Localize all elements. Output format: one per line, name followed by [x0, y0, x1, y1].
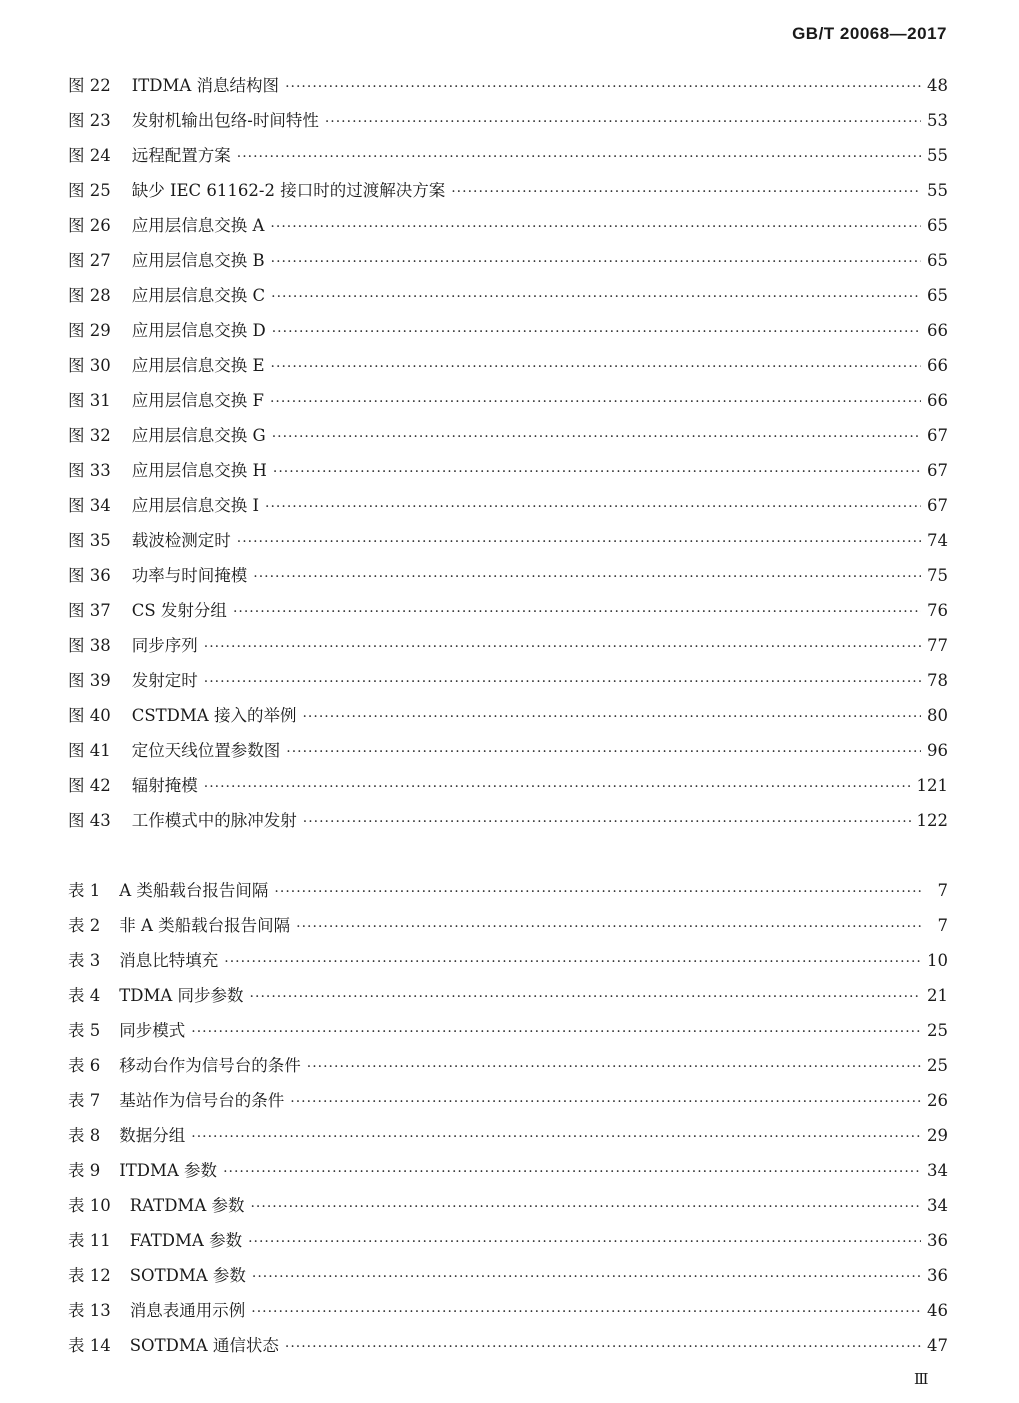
figure-entry-number: 图 27: [68, 251, 111, 270]
table-entry-number: 表 1: [68, 881, 101, 900]
page-number: Ⅲ: [914, 1370, 929, 1388]
table-entry-title: A 类船载台报告间隔: [119, 881, 269, 900]
figure-entry[interactable]: [68, 387, 948, 422]
figure-entry-number: 图 22: [68, 76, 111, 95]
table-entry[interactable]: [68, 1192, 948, 1227]
figure-entry-title: 应用层信息交换 I: [131, 496, 260, 515]
figure-entry-page: 66: [927, 321, 948, 340]
table-entry-page: 7: [937, 916, 948, 935]
figure-entry-number: 图 31: [68, 391, 111, 410]
figure-entry[interactable]: [68, 212, 948, 247]
dot-leader: [285, 79, 921, 95]
figure-entry[interactable]: [68, 107, 948, 142]
dot-leader: [296, 919, 924, 935]
figure-entry-title: 应用层信息交换 E: [131, 356, 265, 375]
dot-leader: [237, 534, 921, 550]
table-entry-title: 基站作为信号台的条件: [119, 1091, 285, 1110]
figure-entry[interactable]: [68, 282, 948, 317]
dot-leader: [273, 464, 921, 480]
table-entry-page: 36: [927, 1231, 948, 1250]
table-entry-page: 34: [927, 1161, 948, 1180]
figure-entry-title: 同步序列: [131, 636, 198, 655]
table-entry-page: 25: [927, 1021, 948, 1040]
table-entry-number: 表 3: [68, 951, 101, 970]
table-entry[interactable]: [68, 912, 948, 947]
table-entry[interactable]: [68, 1332, 948, 1367]
table-entry-title: 消息表通用示例: [129, 1301, 246, 1320]
figure-entry-page: 67: [927, 426, 948, 445]
dot-leader: [272, 429, 921, 445]
figure-entry-number: 图 43: [68, 811, 111, 830]
table-entry-number: 表 4: [68, 986, 101, 1005]
table-entry-title: ITDMA 参数: [119, 1161, 218, 1180]
figure-entry-title: CSTDMA 接入的举例: [131, 706, 297, 725]
figure-entry-title: 远程配置方案: [131, 146, 231, 165]
figure-entry[interactable]: [68, 527, 948, 562]
table-entry[interactable]: [68, 1297, 948, 1332]
table-entry[interactable]: [68, 982, 948, 1017]
figure-entry-number: 图 23: [68, 111, 111, 130]
dot-leader: [325, 114, 921, 130]
figure-entry-page: 65: [927, 286, 948, 305]
figure-entry-page: 96: [927, 741, 948, 760]
table-entry-title: 同步模式: [119, 1021, 186, 1040]
figure-entry-number: 图 35: [68, 531, 111, 550]
dot-leader: [233, 604, 921, 620]
table-entry[interactable]: [68, 1052, 948, 1087]
table-entry-page: 47: [927, 1336, 948, 1355]
dot-leader: [272, 324, 921, 340]
figure-entry-number: 图 42: [68, 776, 111, 795]
table-entry-page: 21: [927, 986, 948, 1005]
figure-entry-page: 67: [927, 461, 948, 480]
table-entry-number: 表 11: [68, 1231, 111, 1250]
figure-entry-title: ITDMA 消息结构图: [131, 76, 280, 95]
table-entry-title: 非 A 类船载台报告间隔: [119, 916, 291, 935]
table-entry-page: 36: [927, 1266, 948, 1285]
figure-entry-number: 图 37: [68, 601, 111, 620]
figure-entry-title: 应用层信息交换 G: [131, 426, 266, 445]
dot-leader: [270, 219, 921, 235]
table-entry-number: 表 12: [68, 1266, 111, 1285]
figure-entry-title: 辐射掩模: [131, 776, 198, 795]
figure-entry-page: 55: [927, 181, 948, 200]
dot-leader: [191, 1024, 921, 1040]
dot-leader: [204, 639, 921, 655]
dot-leader: [286, 744, 921, 760]
figure-entry-title: 缺少 IEC 61162-2 接口时的过渡解决方案: [131, 181, 446, 200]
dot-leader: [237, 149, 921, 165]
figure-entry[interactable]: [68, 737, 948, 772]
dot-leader: [271, 289, 921, 305]
table-entry-title: TDMA 同步参数: [119, 986, 244, 1005]
figure-entry[interactable]: [68, 702, 948, 737]
table-entry-page: 25: [927, 1056, 948, 1075]
table-entry-page: 10: [927, 951, 948, 970]
figure-entry-number: 图 32: [68, 426, 111, 445]
table-entry[interactable]: [68, 1122, 948, 1157]
table-entry[interactable]: [68, 877, 948, 912]
figure-entry[interactable]: [68, 247, 948, 282]
dot-leader: [250, 989, 921, 1005]
figure-entry-page: 80: [927, 706, 948, 725]
table-entry-title: RATDMA 参数: [129, 1196, 245, 1215]
table-entry[interactable]: [68, 1157, 948, 1192]
dot-leader: [270, 394, 921, 410]
figure-entry[interactable]: [68, 177, 948, 212]
figure-entry-number: 图 33: [68, 461, 111, 480]
figure-entry-number: 图 26: [68, 216, 111, 235]
dot-leader: [290, 1094, 921, 1110]
figure-entry-page: 77: [927, 636, 948, 655]
figure-entry-number: 图 24: [68, 146, 111, 165]
figure-entry-page: 55: [927, 146, 948, 165]
table-entry-number: 表 7: [68, 1091, 101, 1110]
dot-leader: [274, 884, 924, 900]
figure-entry-page: 65: [927, 216, 948, 235]
figure-list: [68, 72, 948, 842]
dot-leader: [285, 1339, 921, 1355]
dot-leader: [307, 1059, 921, 1075]
figure-entry-title: 应用层信息交换 H: [131, 461, 267, 480]
table-entry-title: 数据分组: [119, 1126, 186, 1145]
figure-entry-page: 121: [916, 776, 948, 795]
dot-leader: [252, 1269, 921, 1285]
figure-entry-title: 功率与时间掩模: [131, 566, 248, 585]
table-entry[interactable]: [68, 1017, 948, 1052]
dot-leader: [191, 1129, 921, 1145]
table-entry-number: 表 10: [68, 1196, 111, 1215]
figure-entry-page: 65: [927, 251, 948, 270]
figure-entry[interactable]: [68, 422, 948, 457]
table-entry-page: 7: [937, 881, 948, 900]
table-entry-page: 29: [927, 1126, 948, 1145]
table-entry-page: 46: [927, 1301, 948, 1320]
figure-entry-title: 工作模式中的脉冲发射: [131, 811, 297, 830]
figure-entry[interactable]: [68, 597, 948, 632]
dot-leader: [303, 814, 911, 830]
figure-entry-number: 图 40: [68, 706, 111, 725]
dot-leader: [223, 1164, 921, 1180]
table-entry[interactable]: [68, 947, 948, 982]
figure-entry[interactable]: [68, 352, 948, 387]
table-entry[interactable]: [68, 1227, 948, 1262]
figure-entry[interactable]: [68, 492, 948, 527]
figure-entry-number: 图 25: [68, 181, 111, 200]
dot-leader: [265, 499, 921, 515]
figure-entry-page: 122: [916, 811, 948, 830]
figure-entry-number: 图 39: [68, 671, 111, 690]
figure-entry[interactable]: [68, 772, 948, 807]
dot-leader: [451, 184, 921, 200]
figure-entry[interactable]: [68, 142, 948, 177]
figure-entry-page: 74: [927, 531, 948, 550]
figure-entry[interactable]: [68, 457, 948, 492]
table-entry-number: 表 2: [68, 916, 101, 935]
figure-entry-title: 载波检测定时: [131, 531, 231, 550]
figure-entry-title: 应用层信息交换 D: [131, 321, 266, 340]
table-entry[interactable]: [68, 1262, 948, 1297]
table-entry-page: 34: [927, 1196, 948, 1215]
figure-entry-page: 75: [927, 566, 948, 585]
figure-entry[interactable]: [68, 632, 948, 667]
dot-leader: [250, 1199, 921, 1215]
figure-entry-page: 66: [927, 356, 948, 375]
figure-entry-number: 图 38: [68, 636, 111, 655]
figure-entry-number: 图 29: [68, 321, 111, 340]
figure-entry[interactable]: [68, 72, 948, 107]
dot-leader: [271, 359, 921, 375]
table-entry-number: 表 8: [68, 1126, 101, 1145]
figure-entry-number: 图 30: [68, 356, 111, 375]
table-entry-title: SOTDMA 通信状态: [129, 1336, 279, 1355]
figure-entry-page: 67: [927, 496, 948, 515]
figure-entry-page: 66: [927, 391, 948, 410]
figure-entry[interactable]: [68, 667, 948, 702]
dot-leader: [253, 569, 921, 585]
figure-entry[interactable]: [68, 317, 948, 352]
table-entry-number: 表 9: [68, 1161, 101, 1180]
table-entry[interactable]: [68, 1087, 948, 1122]
figure-entry-title: CS 发射分组: [131, 601, 227, 620]
standard-code: GB/T 20068—2017: [792, 24, 947, 43]
table-entry-title: 消息比特填充: [119, 951, 219, 970]
table-entry-number: 表 14: [68, 1336, 111, 1355]
table-entry-number: 表 13: [68, 1301, 111, 1320]
figure-entry-title: 发射定时: [131, 671, 198, 690]
figure-entry-title: 发射机输出包络-时间特性: [131, 111, 319, 130]
figure-entry[interactable]: [68, 562, 948, 597]
figure-entry-page: 78: [927, 671, 948, 690]
table-entry-number: 表 5: [68, 1021, 101, 1040]
figure-entry-title: 应用层信息交换 F: [131, 391, 264, 410]
figure-entry-title: 应用层信息交换 C: [131, 286, 266, 305]
figure-entry-number: 图 28: [68, 286, 111, 305]
figure-entry-page: 53: [927, 111, 948, 130]
table-entry-page: 26: [927, 1091, 948, 1110]
dot-leader: [248, 1234, 921, 1250]
figure-entry-number: 图 36: [68, 566, 111, 585]
figure-entry[interactable]: [68, 807, 948, 842]
dot-leader: [204, 674, 921, 690]
table-entry-title: FATDMA 参数: [129, 1231, 243, 1250]
table-entry-number: 表 6: [68, 1056, 101, 1075]
dot-leader: [271, 254, 921, 270]
dot-leader: [224, 954, 921, 970]
dot-leader: [204, 779, 911, 795]
figure-entry-number: 图 34: [68, 496, 111, 515]
figure-entry-title: 应用层信息交换 A: [131, 216, 265, 235]
dot-leader: [302, 709, 921, 725]
figure-entry-page: 48: [927, 76, 948, 95]
figure-entry-number: 图 41: [68, 741, 111, 760]
figure-entry-page: 76: [927, 601, 948, 620]
table-entry-title: 移动台作为信号台的条件: [119, 1056, 301, 1075]
table-entry-title: SOTDMA 参数: [129, 1266, 246, 1285]
figure-entry-title: 应用层信息交换 B: [131, 251, 265, 270]
figure-entry-title: 定位天线位置参数图: [131, 741, 281, 760]
dot-leader: [251, 1304, 921, 1320]
table-list: [68, 877, 948, 1367]
